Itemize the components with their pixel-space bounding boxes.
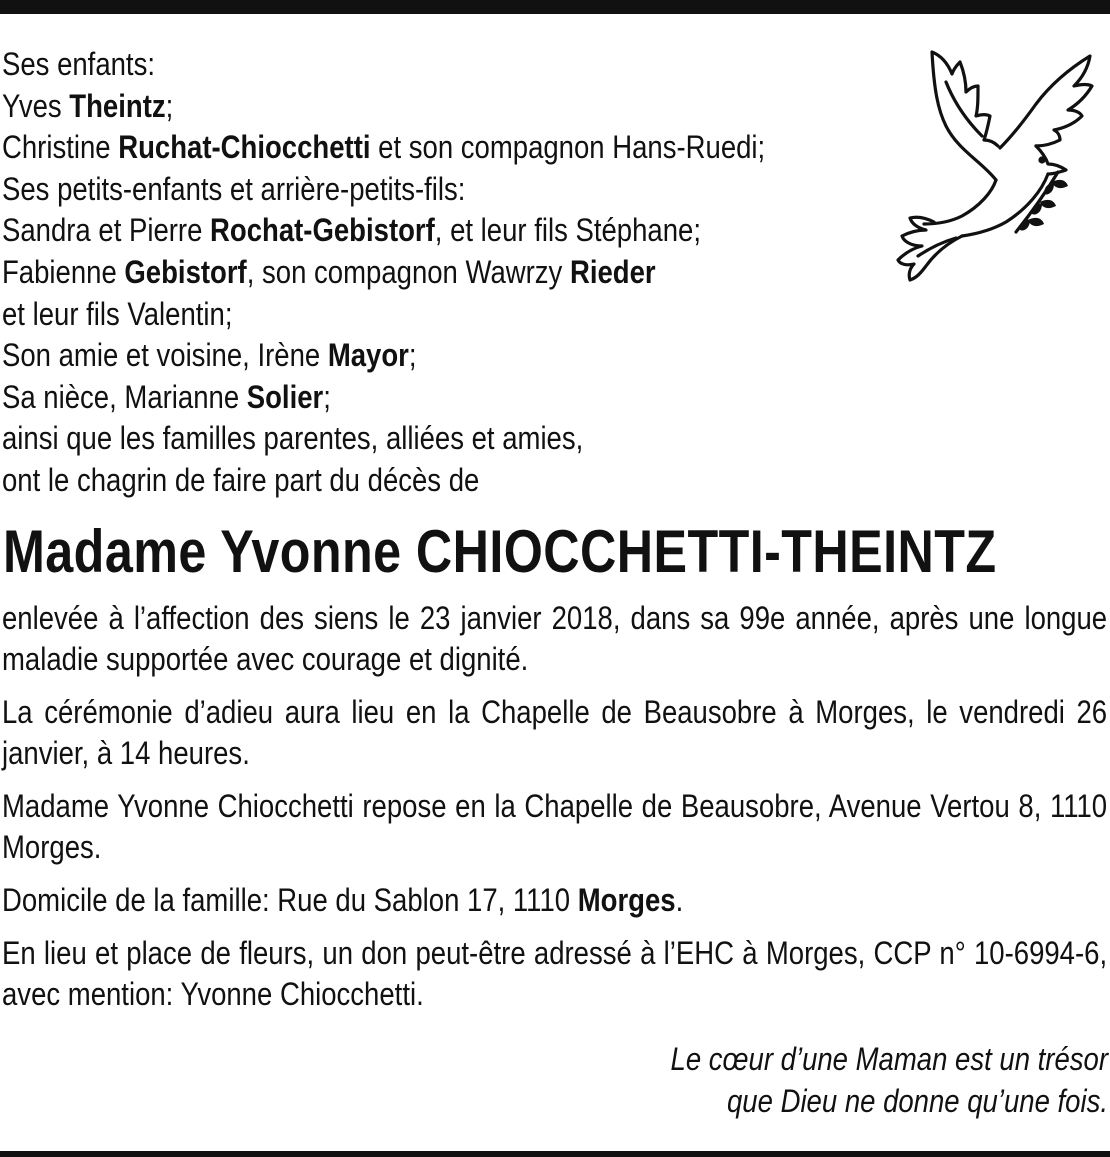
family-text: Ses enfants: (2, 46, 155, 82)
family-text: Sa nièce, Marianne (2, 378, 247, 415)
family-line (2, 44, 776, 86)
paragraph-text: En lieu et place de fleurs, un don peut-être adressé à l’EHC à Morges, CCP n° 10-6994-6, avec mention: Yvonne Chiocchetti. (2, 935, 1108, 1012)
family-line (2, 169, 776, 211)
family-text: ont le chagrin de faire part du décès de (2, 461, 480, 498)
family-surname: Gebistorf (124, 253, 247, 290)
family-line (2, 252, 776, 294)
paragraph-emphasis: Morges (577, 882, 676, 918)
family-line (2, 86, 776, 128)
family-text: et leur fils Valentin; (2, 295, 233, 332)
family-text: ; (323, 378, 331, 415)
family-surname: Rieder (569, 253, 656, 290)
family-surname: Theintz (69, 87, 166, 124)
quote-line: que Dieu ne donne qu’une fois. (727, 1083, 1108, 1119)
family-announcement (2, 44, 776, 502)
family-text: Yves (2, 87, 70, 124)
family-text: Sandra et Pierre (2, 212, 211, 249)
family-text: Son amie et voisine, Irène (2, 337, 328, 374)
family-text: ainsi que les familles parentes, alliées et amies, (2, 420, 584, 457)
paragraph-text: La cérémonie d’adieu aura lieu en la Chapelle de Beausobre à Morges, le vendredi 26 janvier, à 14 heures. (2, 694, 1108, 771)
notice-paragraph (2, 933, 1107, 1015)
family-line (2, 335, 776, 377)
top-rule (0, 0, 1110, 14)
notice-paragraph (2, 786, 1107, 868)
deceased-name-heading: Madame Yvonne CHIOCCHETTI-THEINTZ (3, 518, 997, 585)
notice-paragraph (2, 598, 1107, 680)
family-surname: Rochat-Gebistorf (210, 212, 435, 249)
family-text: Fabienne (2, 253, 125, 290)
family-line (2, 127, 776, 169)
family-text: , son compagnon Wawrzy (246, 253, 570, 290)
closing-quote (506, 1038, 1108, 1122)
family-line (2, 460, 776, 502)
family-text: Ses petits-enfants et arrière-petits-fils: (2, 170, 466, 207)
family-text: , et leur fils Stéphane; (434, 212, 701, 249)
quote-line: Le cœur d’une Maman est un trésor (670, 1041, 1108, 1077)
family-line (2, 377, 776, 419)
family-line (2, 210, 776, 252)
notice-paragraph (2, 880, 1107, 921)
family-text: Christine (2, 129, 119, 166)
notice-paragraph (2, 692, 1107, 774)
dove-with-olive-branch-icon (896, 42, 1100, 288)
paragraph-text: . (675, 882, 684, 918)
family-surname: Ruchat-Chiocchetti (118, 129, 371, 166)
family-line (2, 418, 776, 460)
notice-body (2, 598, 1107, 1027)
paragraph-text: Madame Yvonne Chiocchetti repose en la Chapelle de Beausobre, Avenue Vertou 8, 1110 Morges. (2, 788, 1108, 865)
family-surname: Mayor (327, 337, 409, 374)
bottom-rule (0, 1151, 1110, 1157)
family-line (2, 294, 776, 336)
family-text: ; (165, 87, 174, 124)
paragraph-text: Domicile de la famille: Rue du Sablon 17, 1110 (2, 882, 578, 918)
paragraph-text: enlevée à l’affection des siens le 23 janvier 2018, dans sa 99e année, après une longue maladie supportée avec courage et dignité. (2, 600, 1108, 677)
family-text: et son compagnon Hans-Ruedi; (370, 129, 766, 166)
family-text: ; (408, 337, 417, 374)
family-surname: Solier (246, 378, 324, 415)
